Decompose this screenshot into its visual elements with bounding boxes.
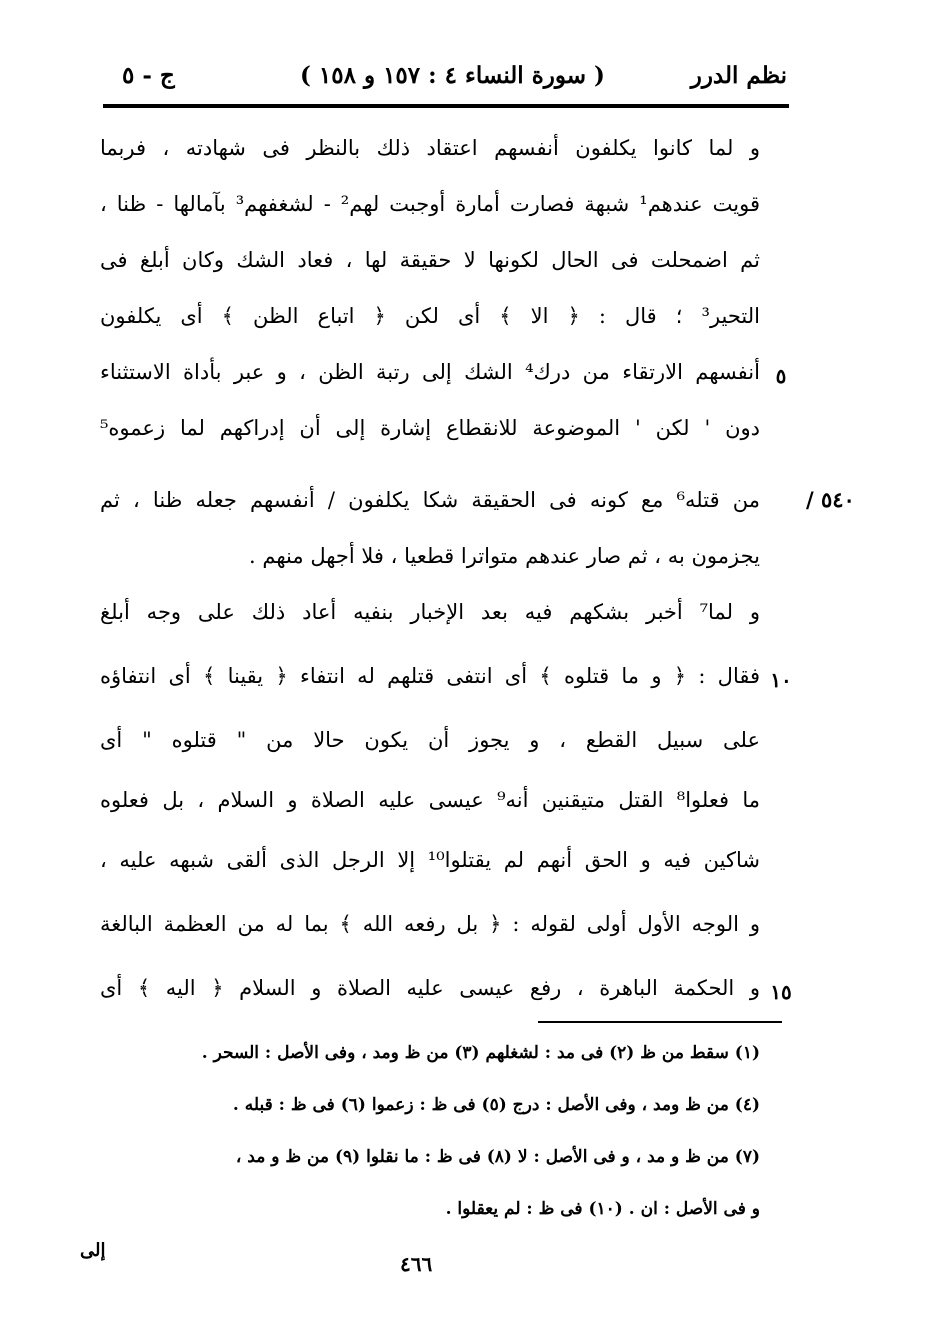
body-line: أنفسهم الارتقاء من درك⁴ الشك إلى رتبة الظن ، و عبر بأداة الاستثناء (100, 360, 760, 384)
page-number: ٤٦٦ (400, 1252, 433, 1276)
body-line: و الوجه الأول أولى لقوله : ﴿ بل رفعه الله ﴾ بما له من العظمة البالغة (100, 912, 760, 936)
line-number: ١٥ (770, 980, 792, 1004)
body-line: و لما⁷ أخبر بشكهم فيه بعد الإخبار بنفيه أعاد ذلك على وجه أبلغ (100, 600, 760, 624)
footnote-line: و فى الأصل : ان . (١٠) فى ظ : لم يعقلوا . (445, 1199, 760, 1219)
running-title: نظم الدرر (690, 62, 787, 89)
line-number: ١٠ (770, 668, 792, 692)
body-line: على سبيل القطع ، و يجوز أن يكون حالا من " قتلوه " أى (100, 728, 760, 752)
body-line: قويت عندهم¹ شبهة فصارت أمارة أوجبت لهم² - لشغفهم³ بآمالها - ظنا ، (100, 192, 760, 216)
header-rule (103, 104, 789, 108)
body-line: يجزمون به ، ثم صار عندهم متواترا قطعيا ، فلا أجهل منهم . (249, 544, 760, 568)
body-line: التحير³ ؛ قال : ﴿ الا ﴾ أى لكن ﴿ اتباع الظن ﴾ أى يكلفون (100, 304, 760, 328)
line-number: ٥ (775, 364, 787, 388)
footnote-rule (538, 1021, 782, 1023)
manuscript-folio-marker: ٥٤٠ / (806, 487, 855, 512)
catchword: إلى (80, 1240, 106, 1261)
footnote-line: (١) سقط من ظ (٢) فى مد : لشغلهم (٣) من ظ ومد ، وفى الأصل : السحر . (201, 1043, 760, 1063)
body-line: و لما كانوا يكلفون أنفسهم اعتقاد ذلك بالنظر فى شهادته ، فربما (100, 136, 760, 160)
body-line: دون ' لكن ' الموضوعة للانقطاع إشارة إلى أن إدراكهم لما زعموه⁵ (100, 416, 760, 440)
footnote-line: (٤) من ظ ومد ، وفى الأصل : درج (٥) فى ظ : زعموا (٦) فى ظ : قبله . (232, 1095, 760, 1115)
body-line: فقال : ﴿ و ما قتلوه ﴾ أى انتفى قتلهم له انتفاء ﴿ يقينا ﴾ أى انتفاؤه (100, 664, 760, 688)
surah-reference: ( سورة النساء ٤ : ١٥٧ و ١٥٨ ) (300, 62, 605, 89)
body-line: من قتله⁶ مع كونه فى الحقيقة شكا يكلفون / أنفسهم جعله ظنا ، ثم (100, 488, 760, 512)
body-line: شاكين فيه و الحق أنهم لم يقتلوا¹⁰ إلا الرجل الذى ألقى شبهه عليه ، (100, 848, 760, 872)
body-line: ما فعلوا⁸ القتل متيقنين أنه⁹ عيسى عليه الصلاة و السلام ، بل فعلوه (100, 788, 760, 812)
footnote-line: (٧) من ظ و مد ، و فى الأصل : لا (٨) فى ظ : ما نقلوا (٩) من ظ و مد ، (235, 1147, 760, 1167)
body-line: و الحكمة الباهرة ، رفع عيسى عليه الصلاة و السلام ﴿ اليه ﴾ أى (100, 976, 760, 1000)
volume-number: ج - ٥ (122, 62, 175, 89)
body-line: ثم اضمحلت فى الحال لكونها لا حقيقة لها ، فعاد الشك وكان أبلغ فى (100, 248, 760, 272)
